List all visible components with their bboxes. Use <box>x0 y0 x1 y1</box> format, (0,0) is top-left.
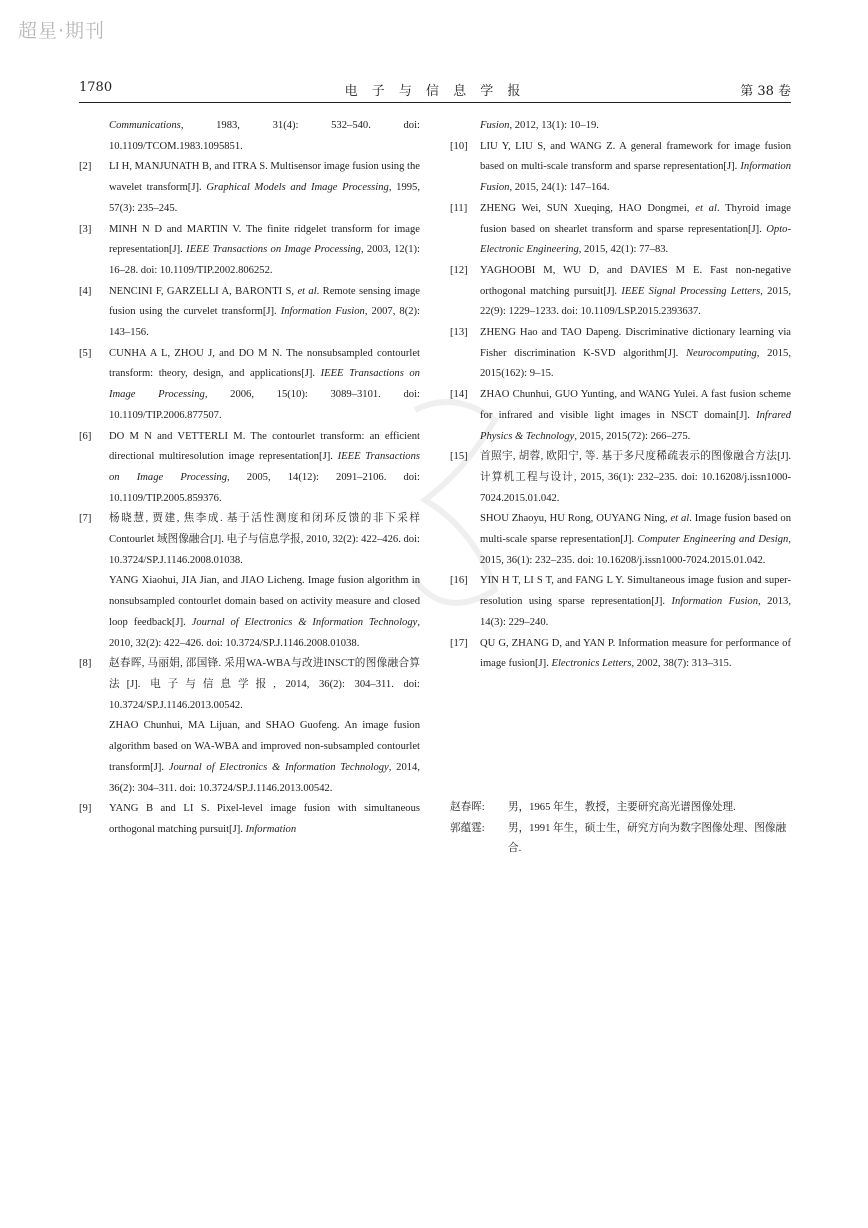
reference-number: [7] <box>79 513 92 525</box>
reference-italic-text: Graphical Models and Image Processing <box>206 182 389 194</box>
reference-italic-text: IEEE Transactions on Image Processing <box>109 368 420 401</box>
reference-body <box>480 137 791 199</box>
reference-entry <box>79 220 420 282</box>
reference-entry <box>450 199 791 261</box>
reference-text: LIU Y, LIU S, and WANG Z. A general framework for image fusion based on multi-scale transform and sparse representation[J]. <box>480 140 791 173</box>
reference-text: ZHAO Chunhui, GUO Yunting, and WANG Yulei. A fast fusion scheme for infrared and visible light images in NSCT domain[J]. <box>480 389 791 421</box>
watermark-logo: 超星·期刊 <box>18 20 106 42</box>
reference-text: YIN H T, LI S T, and FANG L Y. Simultaneous image fusion and super-resolution using sparse representation[J]. <box>480 575 791 608</box>
reference-italic-text: Infrared Physics & Technology <box>480 409 791 442</box>
reference-text: ZHENG Wei, SUN Xueqing, HAO Dongmei, <box>480 202 696 214</box>
author-description: 男，1965 年生，教授，主要研究高光谱图像处理. <box>508 802 736 813</box>
reference-body <box>109 799 420 840</box>
reference-entry <box>79 344 420 427</box>
author-bio <box>450 798 791 819</box>
reference-number: [6] <box>79 430 92 442</box>
reference-italic-text: IEEE Signal Processing Letters <box>621 285 761 297</box>
reference-body <box>480 447 791 509</box>
reference-italic-text: Information Fusion <box>280 306 365 318</box>
reference-number: [11] <box>450 202 468 214</box>
reference-body <box>109 116 420 157</box>
reference-text: , 2015, 36(1): 232–235. doi: 10.16208/j.issn1000-7024.2015.01.042. <box>480 534 791 566</box>
reference-body <box>109 157 420 219</box>
reference-entry <box>450 571 791 633</box>
reference-italic-text: Fusion <box>480 120 510 131</box>
reference-text: , 2015, 24(1): 147–164. <box>509 182 610 194</box>
reference-italic-text: Information Fusion <box>671 596 759 608</box>
reference-body <box>480 199 791 261</box>
reference-text: , 2015, 42(1): 77–83. <box>578 244 669 256</box>
reference-text: CUNHA A L, ZHOU J, and DO M N. The nonsubsampled contourlet transform: theory, design, and applications[J]. <box>109 347 420 380</box>
reference-text: , 2014, 36(2): 304–311. doi: 10.3724/SP.J.1146.2013.00542. <box>109 761 420 794</box>
reference-text: LI H, MANJUNATH B, and ITRA S. Multisensor image fusion using the wavelet transform[J]. <box>109 161 420 194</box>
reference-entry <box>450 323 791 385</box>
reference-italic-text: Information <box>245 823 297 835</box>
reference-number: [8] <box>79 658 92 670</box>
reference-italic-text: Journal of Electronics & Information Technology <box>168 761 389 773</box>
reference-number: [12] <box>450 264 468 276</box>
author-bio <box>450 819 791 860</box>
page-number: 1780 <box>79 80 113 95</box>
reference-entry <box>450 634 791 675</box>
reference-italic-text: Opto-Electronic Engineering <box>480 223 791 256</box>
reference-text: , 2003, 12(1): 16–28. doi: 10.1109/TIP.2002.806252. <box>109 244 420 276</box>
author-description: 男，1991 年生，硕士生，研究方向为数字图像处理、图像融合. <box>508 822 787 855</box>
author-name: 赵春晖: <box>450 802 485 813</box>
reference-text: , 2015, 2015(162): 9–15. <box>480 347 791 380</box>
reference-text: , 1983, 31(4): 532–540. doi: 10.1109/TCOM.1983.1095851. <box>109 120 420 152</box>
reference-body <box>109 654 420 716</box>
reference-body <box>480 116 791 137</box>
reference-body <box>109 282 420 344</box>
reference-number: [5] <box>79 347 92 359</box>
reference-italic-text: et al <box>670 513 690 525</box>
reference-body <box>109 509 420 571</box>
reference-entry <box>79 427 420 510</box>
reference-text: , 2007, 8(2): 143–156. <box>109 306 420 339</box>
reference-text: , 2013, 14(3): 229–240. <box>480 596 791 628</box>
reference-entry <box>79 509 420 654</box>
reference-italic-text: Neurocomputing <box>685 347 757 359</box>
reference-text: , 2015, 2015(72): 266–275. <box>574 430 691 442</box>
reference-text: . Image fusion based on multi-scale sparse representation[J]. <box>480 513 791 546</box>
reference-translation <box>480 509 791 571</box>
reference-text: , 2002, 38(7): 313–315. <box>631 658 732 670</box>
reference-italic-text: Computer Engineering and Design <box>637 534 789 546</box>
reference-entry <box>450 137 791 199</box>
reference-entry <box>79 282 420 344</box>
author-bios <box>450 798 791 860</box>
reference-italic-text: et al <box>297 285 317 297</box>
reference-italic-text: IEEE Transactions on Image Processing <box>186 244 361 256</box>
reference-number: [3] <box>79 223 92 235</box>
reference-entry <box>450 261 791 323</box>
reference-text: , 1995, 57(3): 235–245. <box>109 182 420 214</box>
reference-translation <box>109 716 420 799</box>
reference-body <box>109 344 420 427</box>
author-name: 郭蕴霆: <box>450 822 485 834</box>
references-right-column <box>450 116 791 675</box>
reference-text: ZHAO Chunhui, MA Lijuan, and SHAO Guofeng. An image fusion algorithm based on WA-WBA and improved non-subsampled contourlet transform[J]. <box>109 720 420 773</box>
reference-text: NENCINI F, GARZELLI A, BARONTI S, <box>109 285 298 297</box>
reference-text: ZHENG Hao and TAO Dapeng. Discriminative dictionary learning via Fisher discrimination K-SVD algorithm[J]. <box>480 327 791 359</box>
reference-number: [2] <box>79 161 92 173</box>
reference-text: YANG B and LI S. Pixel-level image fusion with simultaneous orthogonal matching pursuit[J]. <box>109 803 420 835</box>
reference-body <box>480 385 791 447</box>
reference-italic-text: et al <box>695 202 717 214</box>
reference-text: , 2005, 14(12): 2091–2106. doi: 10.1109/TIP.2005.859376. <box>109 471 420 504</box>
reference-number: [10] <box>450 140 468 152</box>
reference-entry <box>79 157 420 219</box>
reference-text: YAGHOOBI M, WU D, and DAVIES M E. Fast non-negative orthogonal matching pursuit[J]. <box>480 264 791 297</box>
reference-entry <box>79 654 420 799</box>
reference-body <box>109 220 420 282</box>
reference-text: . Remote sensing image fusion using the curvelet transform[J]. <box>109 285 420 318</box>
reference-number: [14] <box>450 389 468 401</box>
reference-number: [4] <box>79 285 92 297</box>
reference-text: MINH N D and MARTIN V. The finite ridgelet transform for image representation[J]. <box>109 223 420 256</box>
reference-number: [9] <box>79 803 92 815</box>
reference-text: 杨晓慧, 贾建, 焦李成. 基于活性测度和闭环反馈的非下采样Contourlet 域图像融合[J]. 电子与信息学报, 2010, 32(2): 422–426. doi: 10.3724/SP.J.1146.2008.01038. <box>109 513 420 566</box>
reference-italic-text: Information Fusion <box>480 161 791 194</box>
reference-italic-text: IEEE Transactions on Image Processing <box>109 451 420 483</box>
reference-number: [13] <box>450 327 468 339</box>
reference-text: , 2012, 13(1): 10–19. <box>509 120 599 131</box>
reference-entry <box>450 116 791 137</box>
reference-translation <box>109 571 420 654</box>
reference-entry <box>450 447 791 571</box>
reference-number: [17] <box>450 637 468 649</box>
reference-entry <box>450 385 791 447</box>
reference-text: QU G, ZHANG D, and YAN P. Information measure for performance of image fusion[J]. <box>480 637 791 670</box>
reference-italic-text: Communications <box>109 120 181 131</box>
reference-text: , 2010, 32(2): 422–426. doi: 10.3724/SP.J.1146.2008.01038. <box>109 616 420 649</box>
page-header <box>79 80 791 103</box>
reference-text: SHOU Zhaoyu, HU Rong, OUYANG Ning, <box>480 513 671 525</box>
reference-body <box>480 323 791 385</box>
references-left-column <box>79 116 420 841</box>
reference-text: 赵春晖, 马丽娟, 邵国锋. 采用WA-WBA与改进INSCT的图像融合算法[J]. 电子与信息学报, 2014, 36(2): 304–311. doi: 10.3724/SP.J.1146.2013.00542. <box>109 658 420 711</box>
reference-text: . Thyroid image fusion based on shearlet transform and sparse representation[J]. <box>480 202 791 235</box>
reference-number: [16] <box>450 575 468 587</box>
reference-text: 首照宇, 胡蓉, 欧阳宁, 等. 基于多尺度稀疏表示的图像融合方法[J]. 计算机工程与设计, 2015, 36(1): 232–235. doi: 10.16208/j.issn1000-7024.2015.01.042. <box>480 451 791 504</box>
reference-body <box>480 634 791 675</box>
reference-body <box>480 261 791 323</box>
reference-text: DO M N and VETTERLI M. The contourlet transform: an efficient directional multiresolution image representation[J]. <box>109 430 420 463</box>
reference-body <box>480 571 791 633</box>
reference-number: [15] <box>450 451 468 463</box>
reference-italic-text: Journal of Electronics & Information Technology <box>191 616 418 628</box>
volume-label: 第 38 卷 <box>740 84 791 99</box>
reference-entry <box>79 799 420 840</box>
reference-text: YANG Xiaohui, JIA Jian, and JIAO Licheng. Image fusion algorithm in nonsubsampled contourlet domain based on activity measure and closed loop feedback[J]. <box>109 575 420 628</box>
reference-text: , 2015, 22(9): 1229–1233. doi: 10.1109/LSP.2015.2393637. <box>480 285 791 318</box>
reference-entry <box>79 116 420 157</box>
journal-title: 电 子 与 信 息 学 报 <box>344 84 526 99</box>
reference-text: , 2006, 15(10): 3089–3101. doi: 10.1109/TIP.2006.877507. <box>109 389 420 421</box>
reference-body <box>109 427 420 510</box>
reference-italic-text: Electronics Letters <box>551 658 632 670</box>
